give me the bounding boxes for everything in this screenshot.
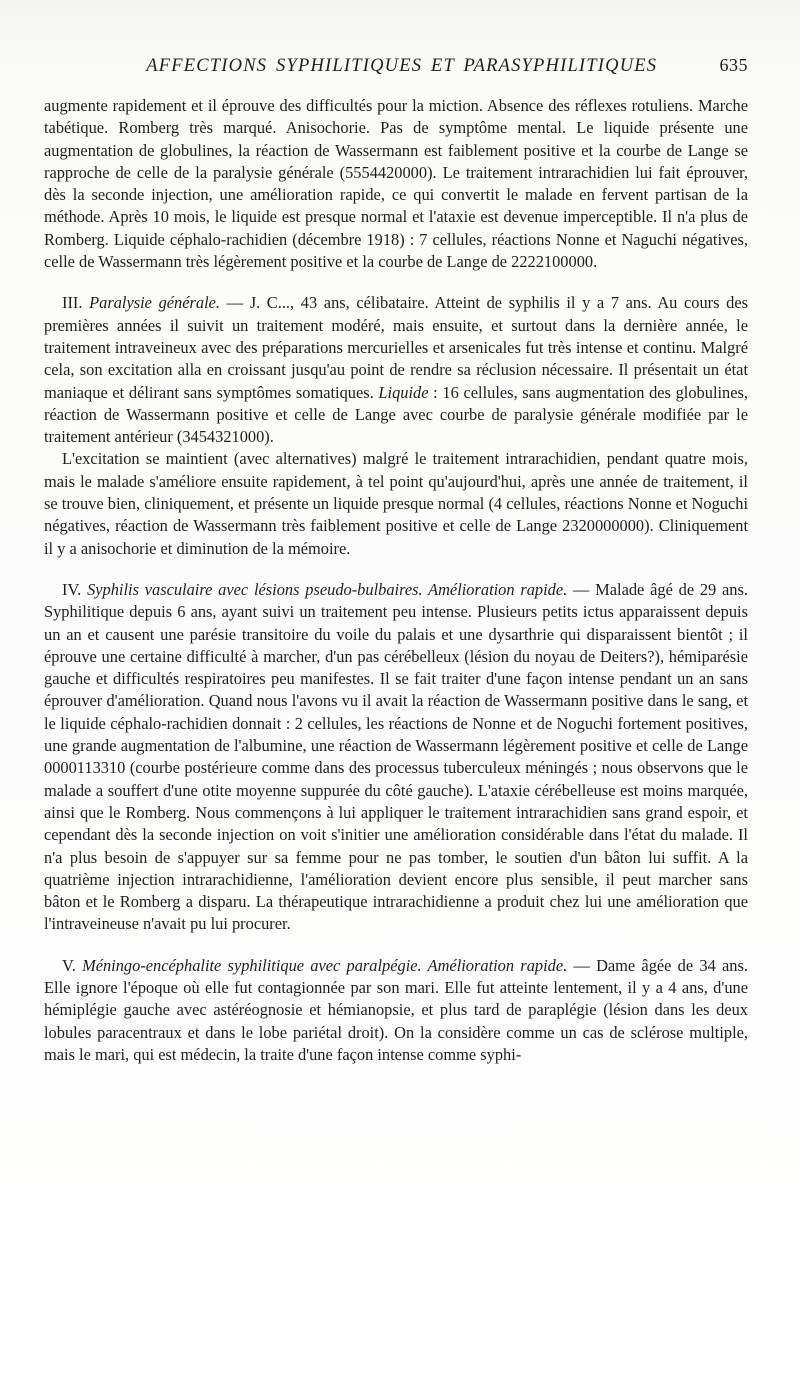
case-number: V. — [62, 955, 76, 975]
case-four-paragraph — [44, 579, 748, 936]
paragraph-continuation: augmente rapidement et il éprouve des difficultés pour la miction. Absence des réflexes rotuliens. Marche tabétique. Romberg très marqué. Anisochorie. Pas de symptôme mental. Le liquide présente une augmentation de globulines, la réaction de Wassermann est faiblement positive et la courbe de Lange se rapproche de celle de la paralysie générale (5554420000). Le traitement intrarachidien lui fait éprouver, dès la seconde injection, une amélioration rapide, ce qui convertit le malade en fervent partisan de la méthode. Après 10 mois, le liquide est presque normal et l'ataxie est devenue imperceptible. Il n'a plus de Romberg. Liquide céphalo-rachidien (décembre 1918) : 7 cellules, réactions Nonne et Naguchi négatives, celle de Wassermann très légèrement positive et la courbe de Lange de 2222100000. — [44, 96, 748, 272]
case-five-paragraph — [44, 955, 748, 1066]
case-title: Paralysie générale. — [89, 293, 221, 313]
case-three-continuation: L'excitation se maintient (avec alternatives) malgré le traitement intrarachidien, pendant quatre mois, mais le malade s'améliore ensuite rapidement, à tel point qu'aujourd'hui, après une année de traitement, il se trouve bien, cliniquement, et présente un liquide presque normal (4 cellules, réactions Nonne et Noguchi négatives, réaction de Wassermann très faiblement positive et celle de Lange 2320000000). Cliniquement il y a anisochorie et diminution de la mémoire. — [44, 449, 748, 558]
case-text: — Dame âgée de 34 ans. Elle ignore l'époque où elle fut contagionnée par son mari. Elle fut atteinte lentement, il y a 4 ans, d'une hémiplégie gauche avec astéréognosie et hémianopsie, et plus tard de paraplégie (lésion dans les deux lobules paracentraux et dans le lobe pariétal droit). On la considère comme un cas de sclérose multiple, mais le mari, qui est médecin, la traite d'une façon intense comme syphi- — [44, 955, 748, 1064]
case-text: — J. C..., 43 ans, célibataire. Atteint de syphilis il y a 7 ans. Au cours des premières années il suivit un traitement modéré, mais ensuite, et surtout dans la dernière année, le traitement intraveineux avec des préparations mercurielles et arsenicales fut très intense et continu. Malgré cela, son excitation alla en croissant jusqu'au point de rendre sa réclusion nécessaire. Il présentait un état maniaque et délirant sans symptômes somatiques. — [44, 293, 748, 402]
case-title: Syphilis vasculaire avec lésions pseudo-bulbaires. Amélioration rapide. — [87, 579, 568, 599]
running-title: AFFECTIONS SYPHILITIQUES ET PARASYPHILITIQUES — [146, 56, 658, 76]
page-number: 635 — [719, 55, 748, 75]
case-number: IV. — [62, 579, 82, 599]
running-head — [44, 55, 748, 83]
liquide-label: Liquide — [378, 382, 429, 402]
body-text — [44, 95, 748, 1066]
case-text-continued: : 16 cellules, sans augmentation des globulines, réaction de Wassermann positive et celle de Lange avec courbe de paralysie générale modifiée par le traitement antérieur (3454321000). — [44, 382, 749, 447]
case-title: Méningo-encéphalite syphilitique avec paralpégie. Amélioration rapide. — [82, 955, 568, 975]
case-three-paragraph — [44, 292, 748, 448]
case-number: III. — [62, 293, 83, 313]
case-text: — Malade âgé de 29 ans. Syphilitique depuis 6 ans, ayant suivi un traitement peu intense. Plusieurs petits ictus apparaissent depuis un an et causent une parésie transitoire du voile du palais et une dysarthrie qui disparaissent bientôt ; il éprouve une certaine difficulté à marcher, d'un pas cérébelleux (lésion du noyau de Deiters?), hémiparésie gauche et difficultés respiratoires peu manifestes. Il se fait traiter d'une façon intense pendant un an sans éprouver d'amélioration. Quand nous l'avons vu il avait la réaction de Wassermann positive dans le sang, et le liquide céphalo-rachidien donnait : 2 cellules, les réactions de Nonne et de Noguchi fortement positives, une grande augmentation de l'albumine, une réaction de Wassermann légèrement positive et celle de Lange 0000113310 (courbe postérieure comme dans des processus tuberculeux méningés ; nous observons que le malade a souffert d'une otite moyenne suppurée du côté gauche). L'ataxie cérébelleuse est moins marquée, ainsi que le Romberg. Nous commençons à lui appliquer le traitement intrarachidien sans grand espoir, et cependant dès la seconde injection on voit s'initier une amélioration considérable dans l'état du malade. Il n'a plus besoin de s'appuyer sur sa femme pour ne pas tomber, le soutien d'un bâton lui suffit. A la quatrième injection intrarachidienne, l'amélioration devient encore plus sensible, il peut marcher sans bâton et le Romberg a disparu. La thérapeutique intrarachidienne a produit chez lui une amélioration que l'intraveineuse n'avait pu lui procurer. — [44, 579, 748, 934]
